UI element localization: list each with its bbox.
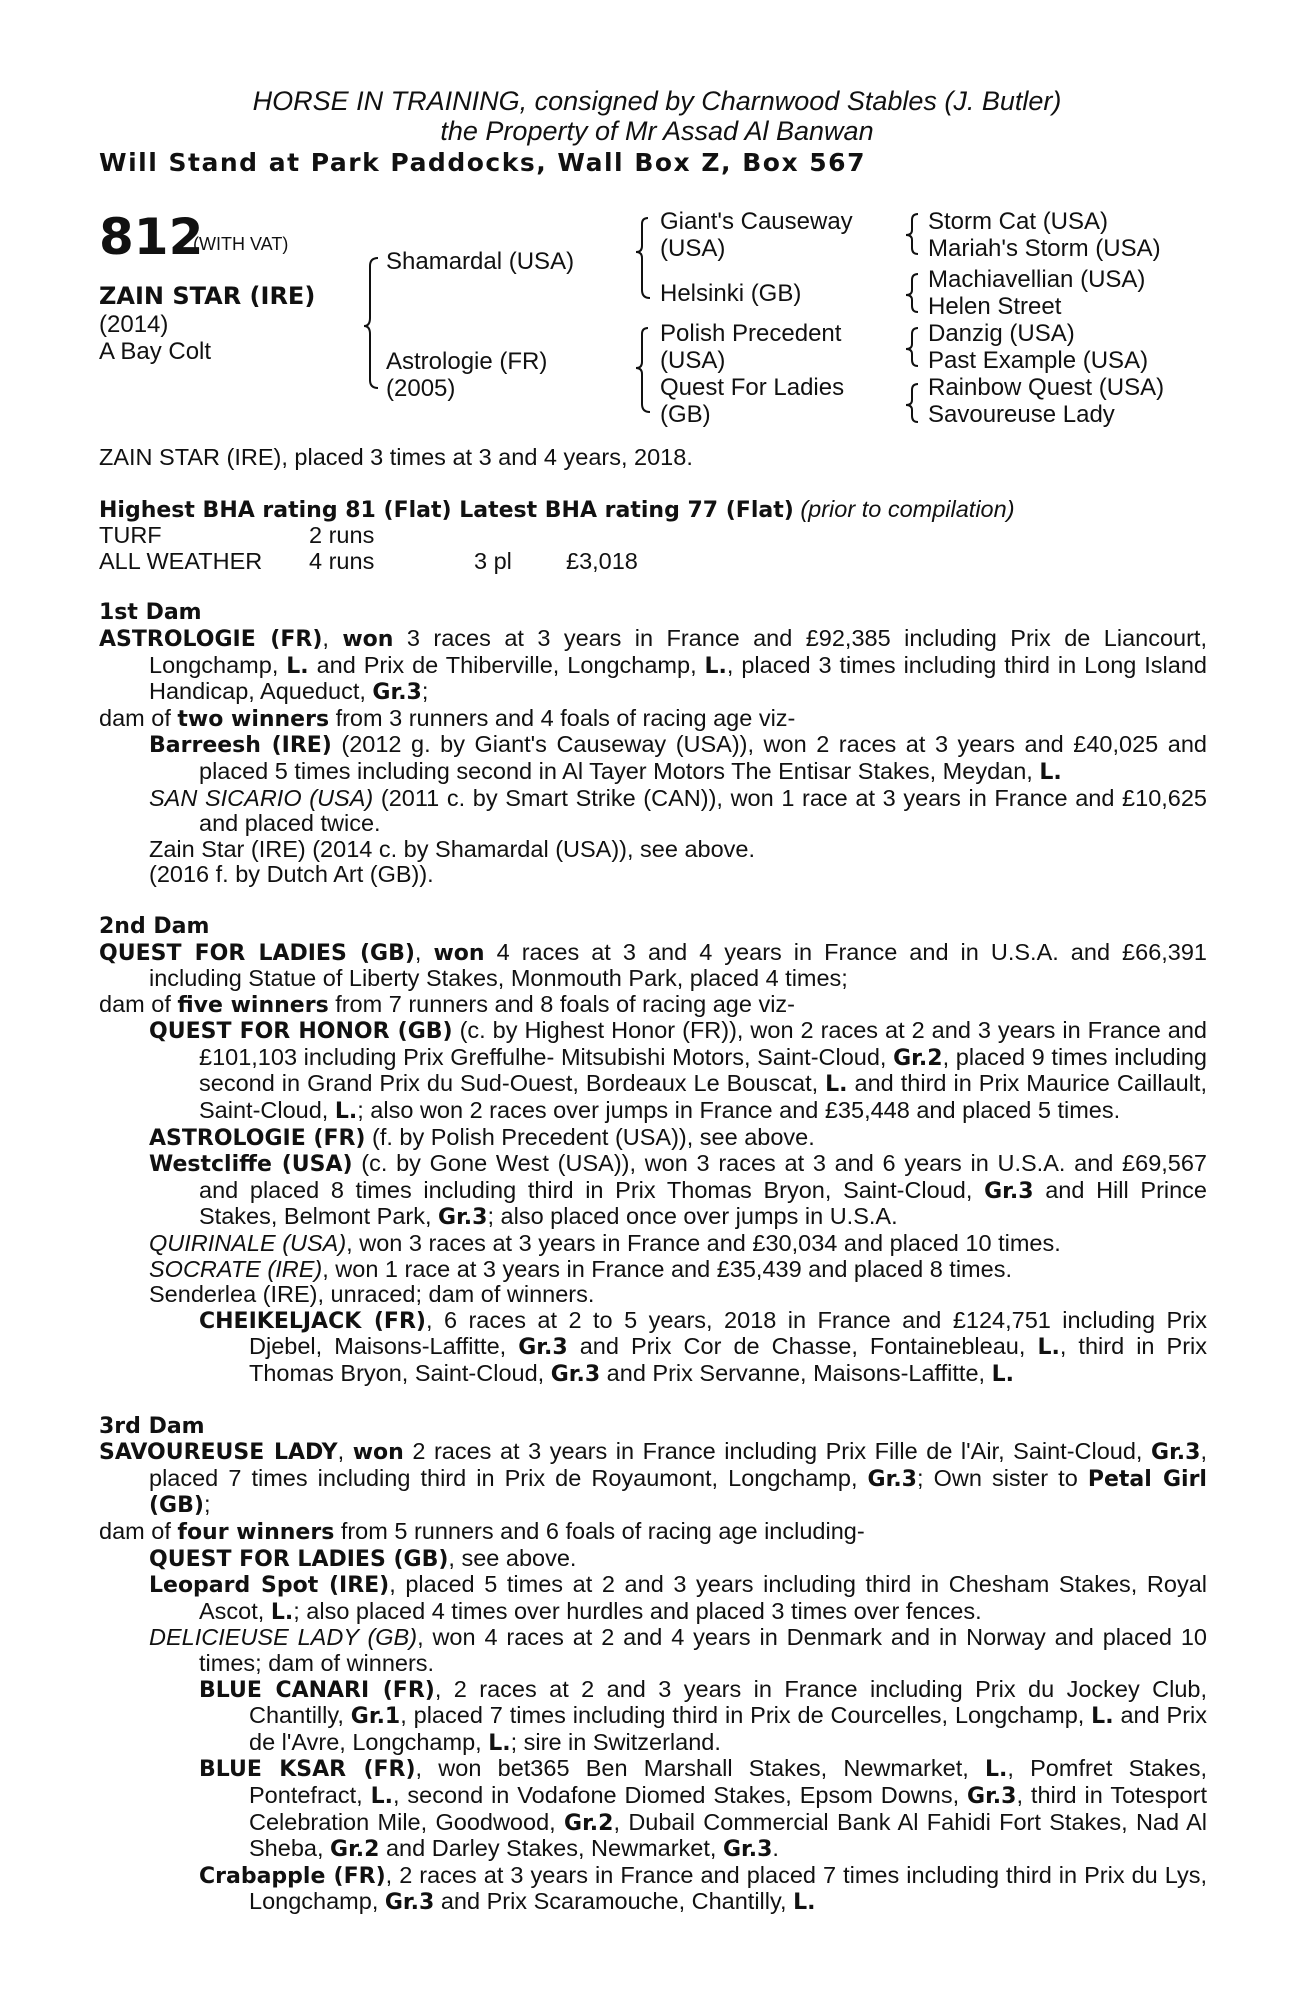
dam1-heading: 1st Dam	[99, 600, 202, 626]
dam1-offspring-1: Barreesh (IRE) (2012 g. by Giant's Causeway (USA)), won 2 races at 3 years and £40,025 and placed 5 times including second in Al Tayer Motors The Entisar Stakes, Meydan, L.	[149, 731, 1207, 785]
dam2-offspring-quest-for-honor: QUEST FOR HONOR (GB) (c. by Highest Honor (FR)), won 2 races at 2 and 3 years in France and £101,103 including Prix Greffulhe- Mitsubishi Motors, Saint-Cloud, Gr.2, placed 9 times including second in Grand Prix du Sud-Ouest, Bordeaux Le Bouscat, L. and third in Prix Maurice Caillault, Saint-Cloud, L.; also won 2 races over jumps in France and £35,448 and placed 5 times.	[149, 1017, 1207, 1125]
dam2-offspring-astrologie: ASTROLOGIE (FR) (f. by Polish Precedent (USA)), see above.	[149, 1123, 815, 1151]
dam-dam-1: Quest For Ladies	[660, 374, 845, 401]
dam3-offspring-delicieuse-lady: DELICIEUSE LADY (GB), won 4 races at 2 and 4 years in Denmark and in Norway and placed 10 times; dam of winners.	[149, 1624, 1207, 1676]
dam-sire-2: (USA)	[660, 347, 726, 374]
dam1-produce: dam of two winners from 3 runners and 4 foals of racing age viz-	[99, 704, 796, 732]
grand-8: Savoureuse Lady	[928, 401, 1115, 428]
ratings-line: Highest BHA rating 81 (Flat) Latest BHA rating 77 (Flat) (prior to compilation)	[99, 495, 1015, 523]
grand-4: Helen Street	[928, 293, 1062, 320]
grand-7: Rainbow Quest (USA)	[928, 374, 1165, 401]
dam-year: (2005)	[386, 375, 456, 402]
grand-6: Past Example (USA)	[928, 347, 1149, 374]
dam3-offspring-leopard-spot: Leopard Spot (IRE), placed 5 times at 2 and 3 years including third in Chesham Stakes, Royal Ascot, L.; also placed 4 times over hurdles and placed 3 times over fences.	[149, 1571, 1207, 1625]
grand-1: Storm Cat (USA)	[928, 208, 1109, 235]
catalogue-body	[99, 445, 1207, 1916]
dam2-offspring-socrate: SOCRATE (IRE), won 1 race at 3 years in France and £35,439 and placed 8 times.	[149, 1255, 1012, 1282]
sire-sire-1: Giant's Causeway	[660, 208, 853, 235]
dam-sire-1: Polish Precedent	[660, 320, 842, 347]
foaling-year: (2014)	[99, 311, 169, 338]
dam3-produce: dam of four winners from 5 runners and 6 foals of racing age including-	[99, 1517, 865, 1545]
grand-3: Machiavellian (USA)	[928, 266, 1146, 293]
bracket-g78	[906, 384, 918, 422]
dam2-record: QUEST FOR LADIES (GB), won 4 races at 3 and 4 years in France and in U.S.A. and £66,391 including Statue of Liberty Stakes, Monmouth Park, placed 4 times;	[99, 938, 1207, 992]
turf-stats: TURF 2 runs	[99, 522, 375, 549]
dam2-offspring-senderlea: Senderlea (IRE), unraced; dam of winners.	[149, 1281, 595, 1308]
bracket-g12	[906, 214, 918, 254]
bracket-dam	[636, 328, 650, 412]
summary: ZAIN STAR (IRE), placed 3 times at 3 and 4 years, 2018.	[99, 444, 693, 470]
grand-5: Danzig (USA)	[928, 320, 1075, 347]
sire-name: Shamardal (USA)	[386, 248, 575, 275]
header-property: the Property of Mr Assad Al Banwan	[440, 116, 874, 146]
dam3-grandoffspring-blue-canari: BLUE CANARI (FR), 2 races at 2 and 3 years in France including Prix du Jockey Club, Chantilly, Gr.1, placed 7 times including third in Prix de Courcelles, Longchamp, L. and Prix de l'Avre, Longchamp, L.; sire in Switzerland.	[199, 1675, 1208, 1756]
dam3-grandoffspring-crabapple: Crabapple (FR), 2 races at 3 years in France and placed 7 times including third in Prix du Lys, Longchamp, Gr.3 and Prix Scaramouche, Chantilly, L.	[199, 1861, 1207, 1916]
dam-dam-2: (GB)	[660, 401, 711, 428]
vat-note: (WITH VAT)	[193, 234, 289, 254]
bracket-g34	[906, 274, 918, 312]
header-location: Will Stand at Park Paddocks, Wall Box Z, Box 567	[99, 148, 866, 177]
bracket-parents	[364, 258, 378, 388]
horse-description: A Bay Colt	[99, 338, 212, 365]
sire-sire-2: (USA)	[660, 235, 726, 262]
dam-name: Astrologie (FR)	[386, 348, 548, 375]
dam2-produce: dam of five winners from 7 runners and 8 foals of racing age viz-	[99, 990, 795, 1018]
grand-2: Mariah's Storm (USA)	[928, 235, 1161, 262]
dam2-offspring-quirinale: QUIRINALE (USA), won 3 races at 3 years in France and £30,034 and placed 10 times.	[149, 1230, 1061, 1257]
bracket-g56	[906, 328, 918, 366]
dam2-heading: 2nd Dam	[99, 913, 210, 939]
dam1-offspring-2: SAN SICARIO (USA) (2011 c. by Smart Strike (CAN)), won 1 race at 3 years in France and £10,625 and placed twice.	[149, 784, 1207, 837]
bracket-sire	[636, 218, 650, 298]
dam2-grandoffspring-cheikeljack: CHEIKELJACK (FR), 6 races at 2 to 5 years, 2018 in France and £124,751 including Prix Djebel, Maisons-Laffitte, Gr.3 and Prix Cor de Chasse, Fontainebleau, L., third in Prix Thomas Bryon, Saint-Cloud, Gr.3 and Prix Servanne, Maisons-Laffitte, L.	[199, 1306, 1208, 1387]
dam3-record: SAVOUREUSE LADY, won 2 races at 3 years in France including Prix Fille de l'Air, Saint-Cloud, Gr.3, placed 7 times including third in Prix de Royaumont, Longchamp, Gr.3; Own sister to Petal Girl (GB);	[99, 1438, 1207, 1519]
dam1-offspring-4: (2016 f. by Dutch Art (GB)).	[149, 861, 434, 888]
dam1-record: ASTROLOGIE (FR), won 3 races at 3 years in France and £92,385 including Prix de Liancourt, Longchamp, L. and Prix de Thiberville, Longchamp, L., placed 3 times including third in Long Island Handicap, Aqueduct, Gr.3;	[99, 624, 1207, 706]
dam3-heading: 3rd Dam	[99, 1413, 205, 1439]
lot-number: 812	[99, 208, 204, 266]
all-weather-stats: ALL WEATHER 4 runs 3 pl £3,018	[99, 547, 638, 574]
dam2-offspring-westcliffe: Westcliffe (USA) (c. by Gone West (USA)), won 3 races at 3 and 6 years in U.S.A. and £69,567 and placed 8 times including third in Prix Thomas Bryon, Saint-Cloud, Gr.3 and Hill Prince Stakes, Belmont Park, Gr.3; also placed once over jumps in U.S.A.	[149, 1150, 1208, 1231]
dam3-grandoffspring-blue-ksar: BLUE KSAR (FR), won bet365 Ben Marshall Stakes, Newmarket, L., Pomfret Stakes, Pontefract, L., second in Vodafone Diomed Stakes, Epsom Downs, Gr.3, third in Totesport Celebration Mile, Goodwood, Gr.2, Dubail Commercial Bank Al Fahidi Fort Stakes, Nad Al Sheba, Gr.2 and Darley Stakes, Newmarket, Gr.3.	[199, 1755, 1207, 1863]
horse-name: ZAIN STAR (IRE)	[99, 282, 316, 310]
dam3-offspring-quest-for-ladies: QUEST FOR LADIES (GB), see above.	[149, 1544, 577, 1572]
dam1-offspring-3: Zain Star (IRE) (2014 c. by Shamardal (USA)), see above.	[149, 835, 756, 862]
sire-dam: Helsinki (GB)	[660, 280, 802, 307]
header-consignor: HORSE IN TRAINING, consigned by Charnwood Stables (J. Butler)	[252, 86, 1062, 116]
